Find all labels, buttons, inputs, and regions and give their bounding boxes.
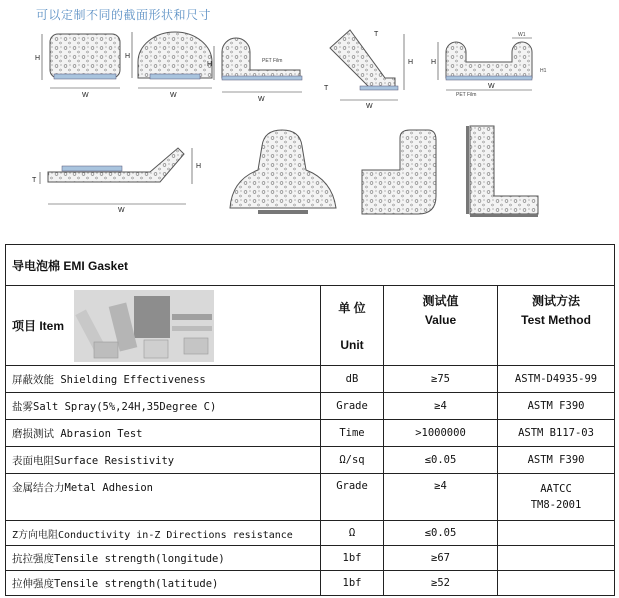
svg-text:H: H [35, 55, 41, 62]
table-row [6, 571, 615, 596]
cell-unit: Ω/sq [321, 447, 384, 474]
svg-text:W: W [170, 92, 177, 99]
cell-method-line2: TM8-2001 [530, 499, 582, 511]
cell-value: ≤0.05 [384, 447, 498, 474]
header-item-label: 项目 Item [12, 319, 65, 333]
table-row [6, 474, 615, 521]
table-title: 导电泡棉 EMI Gasket [6, 245, 615, 286]
cell-unit: Ω [321, 521, 384, 546]
cell-unit: Time [321, 420, 384, 447]
svg-text:H: H [431, 59, 437, 66]
cell-method [498, 521, 615, 546]
header-unit-en: Unit [340, 338, 364, 352]
diagram-l-pet-gasket [207, 38, 302, 103]
cell-value [384, 474, 498, 521]
cell-value: ≥75 [384, 366, 498, 393]
cell-item: Z方向电阻Conductivity in-Z Directions resistance [6, 521, 321, 546]
header-value-cn: 测试值 [422, 294, 459, 308]
cell-item: 表面电阻Surface Resistivity [6, 447, 321, 474]
svg-text:W: W [366, 103, 373, 110]
svg-text:T: T [374, 31, 379, 38]
cell-method [498, 474, 615, 521]
cell-value: ≤0.05 [384, 521, 498, 546]
table-header-row [6, 286, 615, 366]
cell-item: 磨损测试 Abrasion Test [6, 420, 321, 447]
cell-item: 盐雾Salt Spray(5%,24H,35Degree C) [6, 393, 321, 420]
svg-text:H: H [207, 61, 213, 68]
header-method [498, 286, 615, 366]
cell-method: ASTM F390 [498, 447, 615, 474]
cell-method [498, 571, 615, 596]
header-method-cn: 测试方法 [532, 294, 581, 308]
table-row [6, 366, 615, 393]
cell-unit [321, 474, 384, 521]
cell-value-text: ≥4 [434, 480, 447, 492]
diagram-ramp-gasket [32, 148, 201, 214]
cell-unit: dB [321, 366, 384, 393]
table-row [6, 420, 615, 447]
cell-value: ≥67 [384, 546, 498, 571]
svg-text:T: T [324, 85, 329, 92]
diagram-bell-gasket [230, 130, 336, 214]
cell-item: 抗拉强度Tensile strength(longitude) [6, 546, 321, 571]
header-unit [321, 286, 384, 366]
diagram-d-shape-gasket [125, 32, 212, 99]
cell-method [498, 546, 615, 571]
cell-method: ASTM B117-03 [498, 420, 615, 447]
cell-value: ≥52 [384, 571, 498, 596]
cell-item: 屏蔽效能 Shielding Effectiveness [6, 366, 321, 393]
header-value-en: Value [424, 313, 457, 327]
cell-unit: 1bf [321, 546, 384, 571]
header-value [384, 286, 498, 366]
cell-value: ≥4 [384, 393, 498, 420]
header-item [6, 286, 321, 366]
svg-text:W1: W1 [518, 32, 526, 38]
diagram-rectangle-gasket [35, 34, 120, 99]
svg-text:W: W [118, 207, 125, 214]
svg-text:PET Film: PET Film [456, 92, 477, 98]
svg-text:T: T [32, 177, 37, 184]
svg-text:PET Film: PET Film [262, 58, 283, 64]
table-row [6, 546, 615, 571]
cell-method-line1: AATCC [540, 483, 572, 495]
header-unit-cn: 单 位 [338, 301, 366, 315]
cross-section-diagrams [0, 0, 619, 238]
cell-method: ASTM-D4935-99 [498, 366, 615, 393]
diagram-corner-gasket [362, 130, 436, 214]
cell-unit-text: Grade [336, 480, 368, 492]
svg-text:H: H [196, 163, 202, 170]
spec-table [5, 244, 615, 596]
cell-unit: 1bf [321, 571, 384, 596]
svg-text:H1: H1 [540, 68, 547, 74]
svg-text:H: H [408, 59, 414, 66]
table-row [6, 521, 615, 546]
cell-value: >1000000 [384, 420, 498, 447]
gasket-product-photo [74, 290, 214, 362]
svg-text:W: W [82, 92, 89, 99]
diagram-l-bracket-gasket [466, 126, 538, 217]
svg-text:W: W [488, 83, 495, 90]
cell-item-text: 金属结合力Metal Adhesion [12, 482, 154, 494]
cell-unit: Grade [321, 393, 384, 420]
svg-text:W: W [258, 96, 265, 103]
page-title: 可以定制不同的截面形状和尺寸 [36, 8, 212, 22]
header-method-en: Test Method [521, 313, 591, 327]
cell-item: 拉伸强度Tensile strength(latitude) [6, 571, 321, 596]
diagram-u-gasket [431, 32, 547, 98]
diagram-angled-gasket [324, 30, 413, 110]
cell-method: ASTM F390 [498, 393, 615, 420]
svg-text:H: H [125, 53, 131, 60]
cell-item [6, 474, 321, 521]
table-row [6, 393, 615, 420]
table-row [6, 447, 615, 474]
